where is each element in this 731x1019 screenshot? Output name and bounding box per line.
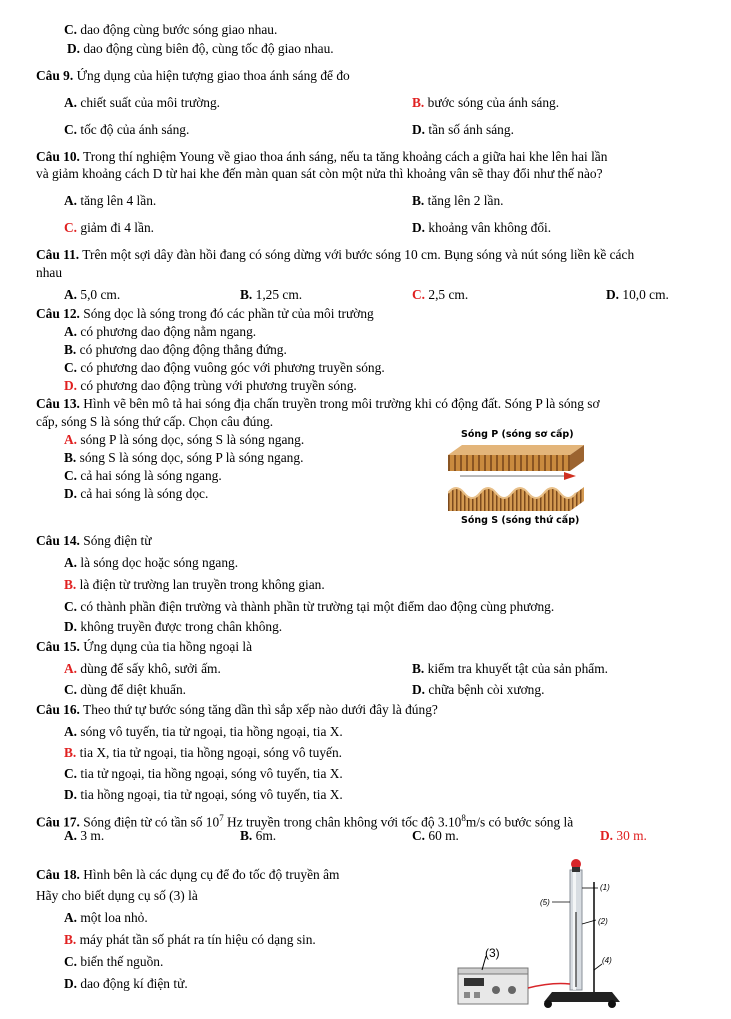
q13-option-d: D. cả hai sóng là sóng dọc.: [64, 486, 209, 501]
q12-option-c: C. có phương dao động vuông góc với phương truyền sóng.: [64, 360, 385, 375]
figure-label-3: (3): [485, 946, 500, 960]
q15-option-a: A. dùng để sấy khô, sưởi ấm.: [64, 661, 221, 676]
question-11-line2: nhau: [36, 265, 63, 280]
sound-speed-apparatus-figure: [452, 852, 622, 1014]
q9-option-c: C. tốc độ của ánh sáng.: [64, 122, 190, 137]
seismic-waves-figure: [448, 443, 584, 521]
q10-option-c: C. giảm đi 4 lần.: [64, 220, 155, 235]
q16-option-c: C. tia tử ngoại, tia hồng ngoại, sóng vô tuyến, tia X.: [64, 766, 343, 781]
question-17: Câu 17. Sóng điện từ có tần số $10^7$ Hz truyền trong chân không với tốc độ 3.10$^8$m/s có bước sóng là: [36, 813, 574, 830]
question-9: Câu 9. Ứng dụng của hiện tượng giao thoa ánh sáng để đo: [36, 68, 350, 83]
q18-option-c: C. biến thế nguồn.: [64, 954, 164, 969]
q15-option-b: B. kiểm tra khuyết tật của sản phẩm.: [412, 661, 608, 676]
q14-option-d: D. không truyền được trong chân không.: [64, 619, 283, 634]
p-wave-caption: Sóng P (sóng sơ cấp): [461, 429, 574, 440]
figure-label-2: (2): [598, 917, 608, 926]
question-11: Câu 11. Trên một sợi dây đàn hồi đang có sóng dừng với bước sóng 10 cm. Bụng sóng và nút sóng liền kề cách: [36, 247, 635, 262]
question-13: Câu 13. Hình vẽ bên mô tả hai sóng địa chấn truyền trong môi trường khi có động đất. Sóng P là sóng sơ: [36, 396, 600, 411]
q11-option-b: B. 1,25 cm.: [240, 287, 303, 302]
q17-option-b: B. 6m.: [240, 828, 277, 843]
q9-option-d: D. tần số ánh sáng.: [412, 122, 514, 137]
q9-option-a: A. chiết suất của môi trường.: [64, 95, 221, 110]
q13-option-b: B. sóng S là sóng dọc, sóng P là sóng ngang.: [64, 450, 304, 465]
q18-option-a: A. một loa nhỏ.: [64, 910, 148, 925]
q9-option-b: B. bước sóng của ánh sáng.: [412, 95, 560, 110]
q18-option-b: B. máy phát tần số phát ra tín hiệu có dạng sin.: [64, 932, 316, 947]
top-option-d: D. dao động cùng biên độ, cùng tốc độ giao nhau.: [67, 41, 334, 56]
q11-option-d: D. 10,0 cm.: [606, 287, 669, 302]
q16-option-a: A. sóng vô tuyến, tia tử ngoại, tia hồng ngoại, tia X.: [64, 724, 343, 739]
top-option-c: C. dao động cùng bước sóng giao nhau.: [64, 22, 278, 37]
q13-option-c: C. cả hai sóng là sóng ngang.: [64, 468, 222, 483]
figure-label-1: (1): [600, 883, 610, 892]
q14-option-a: A. là sóng dọc hoặc sóng ngang.: [64, 555, 239, 570]
question-12: Câu 12. Sóng dọc là sóng trong đó các phần tử của môi trường: [36, 306, 374, 321]
q12-option-d: D. có phương dao động trùng với phương truyền sóng.: [64, 378, 357, 393]
s-wave-caption: Sóng S (sóng thứ cấp): [461, 515, 580, 526]
question-18-line2: Hãy cho biết dụng cụ số (3) là: [36, 888, 198, 903]
q13-option-a: A. sóng P là sóng dọc, sóng S là sóng ngang.: [64, 432, 305, 447]
question-16: Câu 16. Theo thứ tự bước sóng tăng dần thì sắp xếp nào dưới đây là đúng?: [36, 702, 438, 717]
q10-option-a: A. tăng lên 4 lần.: [64, 193, 157, 208]
figure-label-5: (5): [540, 898, 550, 907]
q11-option-a: A. 5,0 cm.: [64, 287, 121, 302]
q15-option-c: C. dùng để diệt khuẩn.: [64, 682, 186, 697]
q16-option-d: D. tia hồng ngoại, tia tử ngoại, sóng vô tuyến, tia X.: [64, 787, 343, 802]
q11-option-c: C. 2,5 cm.: [412, 287, 469, 302]
q10-option-d: D. khoảng vân không đổi.: [412, 220, 552, 235]
question-10-line2: và giảm khoảng cách D từ hai khe đến màn quan sát còn một nửa thì khoảng vân sẽ thay đổi như thế nào?: [36, 166, 603, 181]
q10-option-b: B. tăng lên 2 lần.: [412, 193, 504, 208]
q17-option-a: A. 3 m.: [64, 828, 105, 843]
q15-option-d: D. chữa bệnh còi xương.: [412, 682, 545, 697]
q18-option-d: D. dao động kí điện tử.: [64, 976, 188, 991]
question-14: Câu 14. Sóng điện từ: [36, 533, 152, 548]
q16-option-b: B. tia X, tia tử ngoại, tia hồng ngoại, sóng vô tuyến.: [64, 745, 343, 760]
q14-option-c: C. có thành phần điện trường và thành phần từ trường tại một điểm dao động cùng phương.: [64, 599, 555, 614]
q17-option-c: C. 60 m.: [412, 828, 459, 843]
question-10: Câu 10. Trong thí nghiệm Young về giao thoa ánh sáng, nếu ta tăng khoảng cách a giữa hai khe lên hai lần: [36, 149, 608, 164]
q12-option-b: B. có phương dao động động thẳng đứng.: [64, 342, 287, 357]
figure-label-4: (4): [602, 956, 612, 965]
q14-option-b: B. là điện từ trường lan truyền trong không gian.: [64, 577, 325, 592]
q17-option-d: D. 30 m.: [600, 828, 647, 843]
q12-option-a: A. có phương dao động nằm ngang.: [64, 324, 257, 339]
question-13-line2: cấp, sóng S là sóng thứ cấp. Chọn câu đúng.: [36, 414, 274, 429]
question-18: Câu 18. Hình bên là các dụng cụ để đo tốc độ truyền âm: [36, 867, 340, 882]
question-15: Câu 15. Ứng dụng của tia hồng ngoại là: [36, 639, 253, 654]
